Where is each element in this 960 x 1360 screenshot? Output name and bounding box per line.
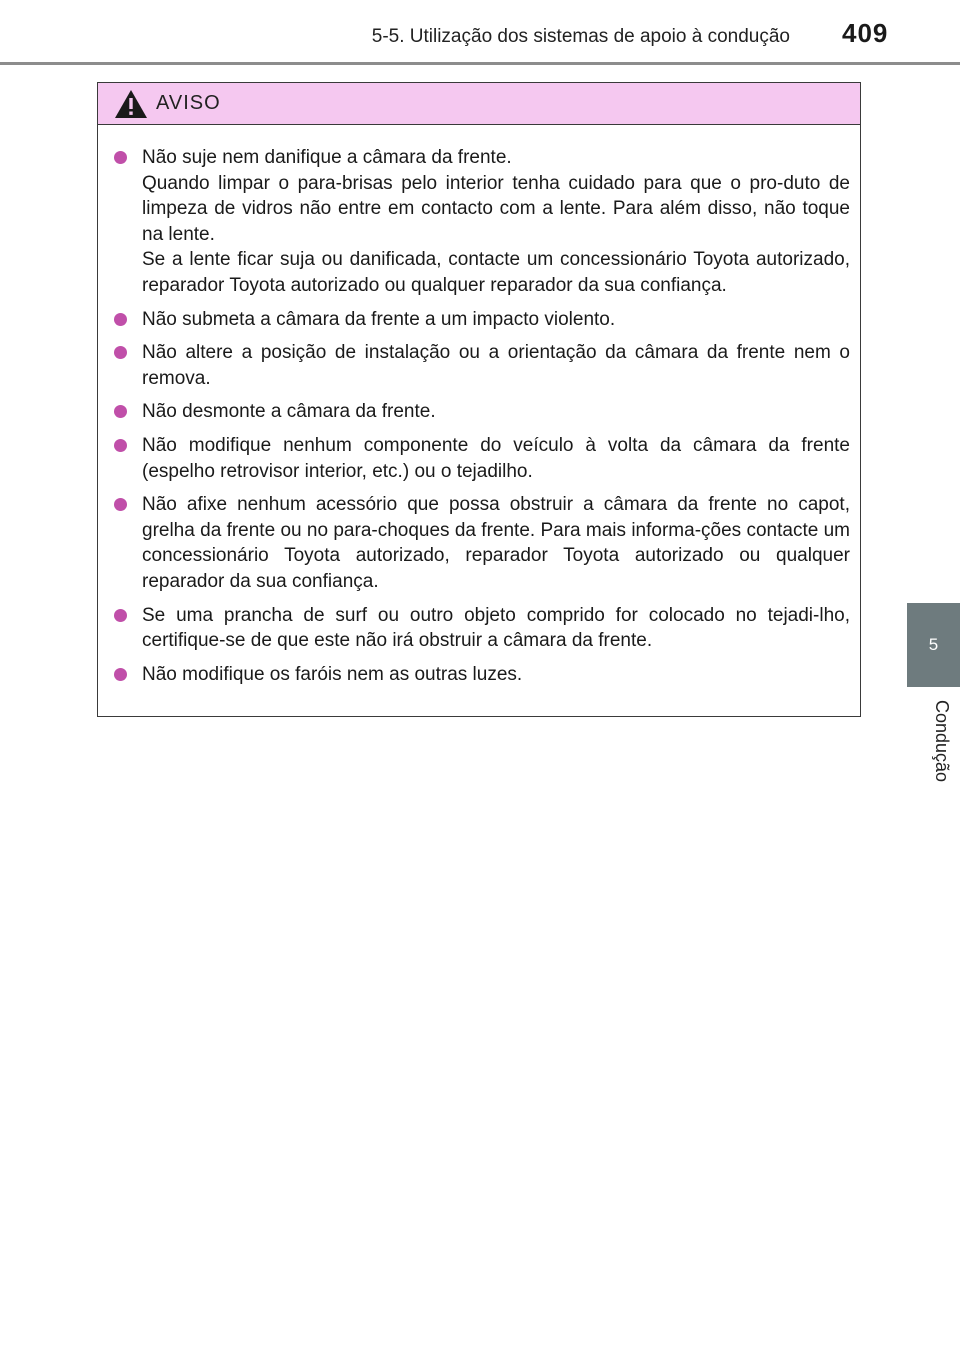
warning-item-text: Não afixe nenhum acessório que possa obstruir a câmara da frente no capot, grelha da frente ou no para-choques da frente. Para mais informa-ções contacte um concessionário Toyota autorizado, reparador Toyota autorizado ou qualquer reparador da sua confiança. — [142, 494, 850, 592]
chapter-tab — [907, 603, 960, 687]
warning-item — [112, 307, 850, 333]
warning-item-text: Não suje nem danifique a câmara da frente. — [142, 147, 512, 168]
warning-item-text: Não submeta a câmara da frente a um impacto violento. — [142, 308, 616, 330]
bullet-dot-icon — [114, 346, 127, 359]
warning-triangle-icon — [114, 89, 148, 119]
bullet-dot-icon — [114, 609, 127, 622]
warning-item-text: Não altere a posição de instalação ou a orientação da câmara da frente nem o remova. — [142, 342, 850, 389]
bullet-dot-icon — [114, 151, 127, 164]
page-number: 409 — [842, 18, 889, 48]
warning-item-text: Se a lente ficar suja ou danificada, contacte um concessionário Toyota autorizado, reparador Toyota autorizado ou qualquer reparador da sua confiança. — [142, 249, 850, 296]
warning-item-text: Se uma prancha de surf ou outro objeto comprido for colocado no tejadi-lho, certifique-se de que este não irá obstruir a câmara da frente. — [142, 604, 850, 652]
warning-item — [112, 145, 850, 299]
warning-title: AVISO — [156, 92, 221, 114]
bullet-dot-icon — [114, 439, 127, 452]
chapter-label: Condução — [932, 700, 952, 783]
warning-item-text: Não desmonte a câmara da frente. — [142, 401, 436, 423]
warning-item-text: Quando limpar o para-brisas pelo interior tenha cuidado para que o pro-duto de limpeza de vidros não entre em contacto com a lente. Para além disso, não toque na lente. — [142, 172, 850, 245]
warning-item — [112, 399, 850, 425]
bullet-dot-icon — [114, 668, 127, 681]
chapter-number: 5 — [928, 635, 939, 654]
warning-header — [98, 83, 860, 125]
warning-item — [112, 492, 850, 594]
bullet-dot-icon — [114, 405, 127, 418]
warning-item — [112, 603, 850, 654]
header-divider — [0, 62, 960, 65]
warning-list — [98, 125, 860, 687]
warning-item — [112, 433, 850, 484]
warning-box — [97, 82, 861, 717]
section-title: 5-5. Utilização dos sistemas de apoio à condução — [371, 26, 790, 47]
warning-item — [112, 340, 850, 391]
warning-item-text: Não modifique os faróis nem as outras luzes. — [142, 663, 523, 685]
bullet-dot-icon — [114, 313, 127, 326]
bullet-dot-icon — [114, 498, 127, 511]
warning-item — [112, 662, 850, 688]
warning-item-text: Não modifique nenhum componente do veículo à volta da câmara da frente (espelho retrovisor interior, etc.) ou o tejadilho. — [142, 434, 850, 482]
